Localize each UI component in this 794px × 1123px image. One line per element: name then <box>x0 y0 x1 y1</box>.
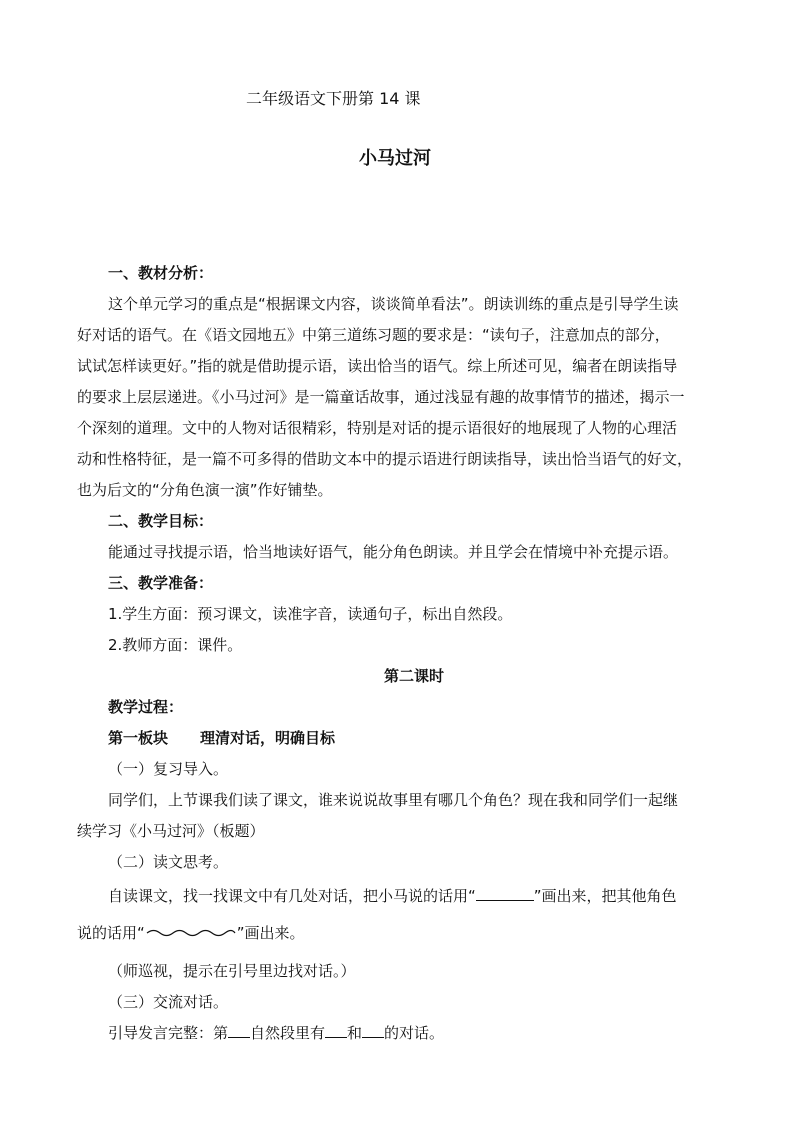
step-reading-line: 自读课文，找一找课文中有几处对话，把小马说的话用“ ”画出来，把其他角色 <box>108 887 677 905</box>
analysis-line: 试试怎样读更好。”指的就是借助提示语，读出恰当的语气。综上所述可见，编者在朗读指导 <box>77 357 678 375</box>
preparation-item-teacher: 2.教师方面：课件。 <box>108 636 243 654</box>
analysis-line: 也为后文的“分角色演一演”作好铺垫。 <box>77 481 333 499</box>
section-heading-goals: 二、教学目标： <box>108 512 214 530</box>
step-reading-line: 说的话用“ ”画出来。 <box>77 922 305 945</box>
analysis-line: 好对话的语气。在《语文园地五》中第三道练习题的要求是：“读句子，注意加点的部分， <box>77 326 670 344</box>
step-reading-title: （二）读文思考。 <box>108 853 229 871</box>
section-heading-analysis: 一、教材分析： <box>108 264 214 282</box>
block-title: 理清对话，明确目标 <box>200 729 336 747</box>
session-heading: 第二课时 <box>384 667 445 685</box>
goals-line: 能通过寻找提示语，恰当地读好语气，能分角色朗读。并且学会在情境中补充提示语。 <box>108 543 679 561</box>
straight-underline-mark <box>476 886 534 901</box>
block-heading <box>108 727 335 749</box>
fill-in-blank <box>362 1023 384 1038</box>
preparation-item-students: 1.学生方面：预习课文，读准字音，读通句子，标出自然段。 <box>108 605 513 623</box>
course-subtitle: 二年级语文下册第 14 课 <box>246 89 421 108</box>
analysis-line: 的要求上层层递进。《小马过河》是一篇童话故事，通过浅显有趣的故事情节的描述，揭示一 <box>77 388 685 406</box>
lesson-title: 小马过河 <box>359 148 431 169</box>
analysis-line: 个深刻的道理。文中的人物对话很精彩，特别是对话的提示语很好的地展现了人物的心理活 <box>77 419 678 437</box>
step-review-line: 同学们，上节课我们读了课文，谁来说说故事里有哪几个角色？现在我和同学们一起继 <box>108 791 679 809</box>
process-heading: 教学过程： <box>108 698 184 716</box>
block-label: 第一板块 <box>108 729 169 747</box>
fill-in-blank <box>325 1023 347 1038</box>
wavy-underline-mark <box>145 923 237 945</box>
step-review-title: （一）复习导入。 <box>108 760 229 778</box>
section-heading-preparation: 三、教学准备： <box>108 574 214 592</box>
fill-in-blank <box>228 1023 250 1038</box>
step-exchange-line: 引导发言完整：第 自然段里有 和 的对话。 <box>108 1024 445 1042</box>
analysis-line: 动和性格特征，是一篇不可多得的借助文本中的提示语进行朗读指导，读出恰当语气的好文， <box>77 450 693 468</box>
step-reading-note: （师巡视，提示在引号里边找对话。） <box>108 962 356 980</box>
step-review-line: 续学习《小马过河》（板题） <box>77 822 265 840</box>
step-exchange-title: （三）交流对话。 <box>108 993 229 1011</box>
analysis-line: 这个单元学习的重点是“根据课文内容，谈谈简单看法”。朗读训练的重点是引导学生读 <box>108 295 679 313</box>
